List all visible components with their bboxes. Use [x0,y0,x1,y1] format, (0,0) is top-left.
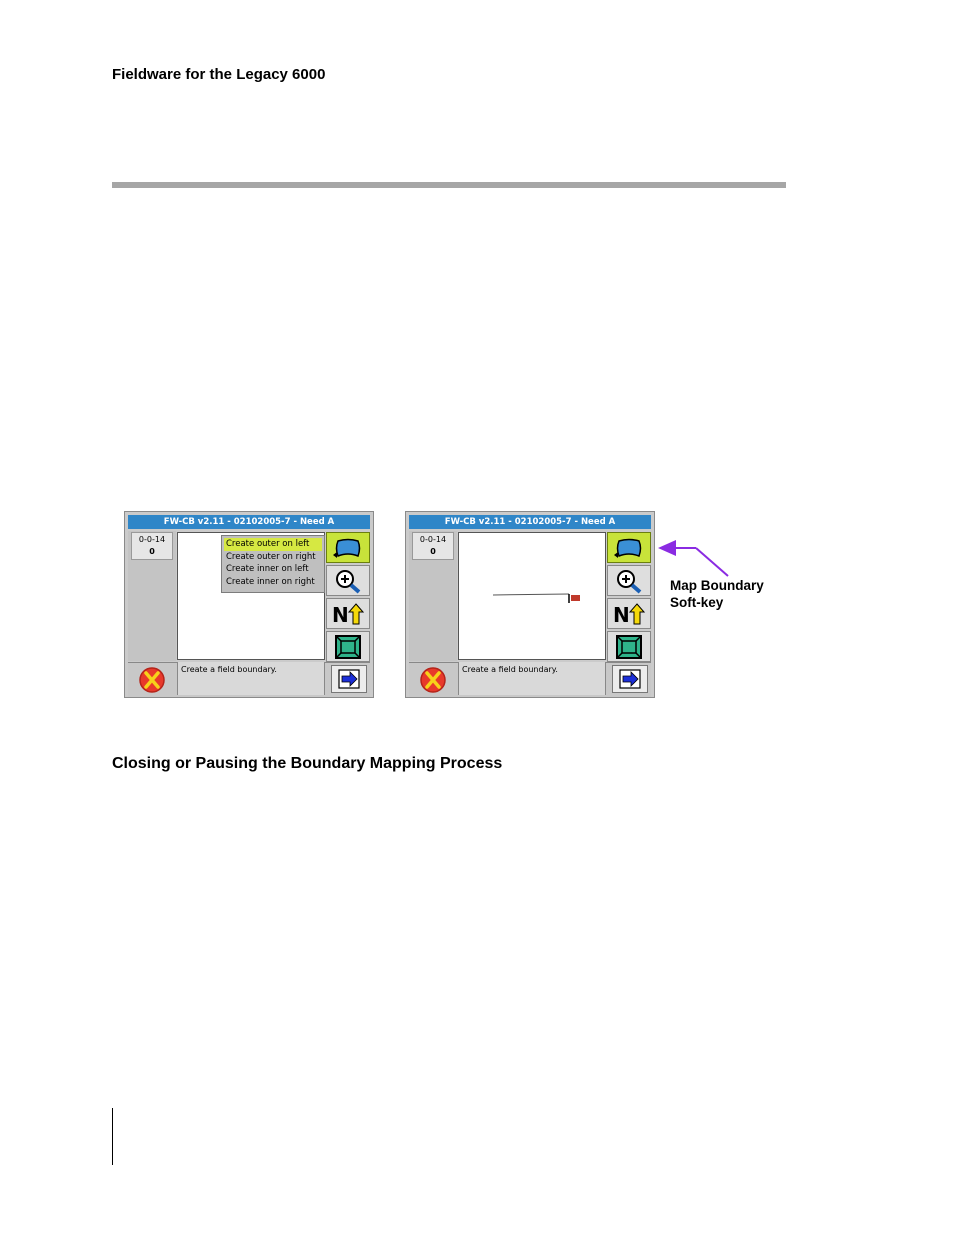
north-up-icon [611,601,647,627]
svg-text:N: N [613,602,630,627]
annotation-line-1: Map Boundary [670,578,764,593]
map-boundary-softkey[interactable] [326,532,370,563]
menu-item-inner-right[interactable]: Create inner on right [226,576,315,587]
screen-title: FW-CB v2.11 - 02102005-7 - Need A [409,515,651,529]
screen-menu-open [124,511,374,698]
counter-value-bottom: 0 [430,547,436,556]
boundary-track [459,533,606,660]
next-arrow-icon [335,668,363,690]
close-x-icon [138,666,166,694]
counter-value-bottom: 0 [149,547,155,556]
map-boundary-softkey[interactable] [607,532,651,563]
north-up-softkey[interactable] [326,598,370,629]
screen-title: FW-CB v2.11 - 02102005-7 - Need A [128,515,370,529]
next-arrow-icon [616,668,644,690]
menu-item-inner-left[interactable]: Create inner on left [226,564,309,574]
counter-value-top: 0-0-14 [419,535,447,544]
full-extent-icon [333,634,363,660]
annotation-arrow [650,536,740,580]
map-view[interactable] [458,532,606,660]
menu-item-outer-left[interactable]: Create outer on left [224,538,322,551]
full-extent-icon [614,634,644,660]
zoom-in-icon [614,568,644,594]
next-button[interactable] [331,665,367,693]
svg-text:N: N [332,602,349,627]
north-up-icon [330,601,366,627]
annotation-line-2: Soft-key [670,595,724,610]
north-up-softkey[interactable] [607,598,651,629]
close-button[interactable] [130,665,174,695]
map-boundary-icon [333,537,363,559]
menu-item-outer-right[interactable]: Create outer on right [226,551,316,562]
counter-value-top: 0-0-14 [138,535,166,544]
close-button[interactable] [411,665,455,695]
zoom-softkey[interactable] [326,565,370,596]
zoom-softkey[interactable] [607,565,651,596]
counter-box [412,532,454,560]
status-message: Create a field boundary. [177,662,325,695]
section-heading: Closing or Pausing the Boundary Mapping Process [112,755,503,772]
section-rule [112,182,786,188]
screen-mapping [405,511,655,698]
boundary-menu [221,535,325,593]
running-header: Fieldware for the Legacy 6000 [112,66,326,83]
counter-box [131,532,173,560]
status-message: Create a field boundary. [458,662,606,695]
softkey-annotation [670,577,764,611]
map-boundary-icon [614,537,644,559]
close-x-icon [419,666,447,694]
full-extent-softkey[interactable] [326,631,370,662]
next-button[interactable] [612,665,648,693]
full-extent-softkey[interactable] [607,631,651,662]
zoom-in-icon [333,568,363,594]
margin-line [112,1108,113,1165]
